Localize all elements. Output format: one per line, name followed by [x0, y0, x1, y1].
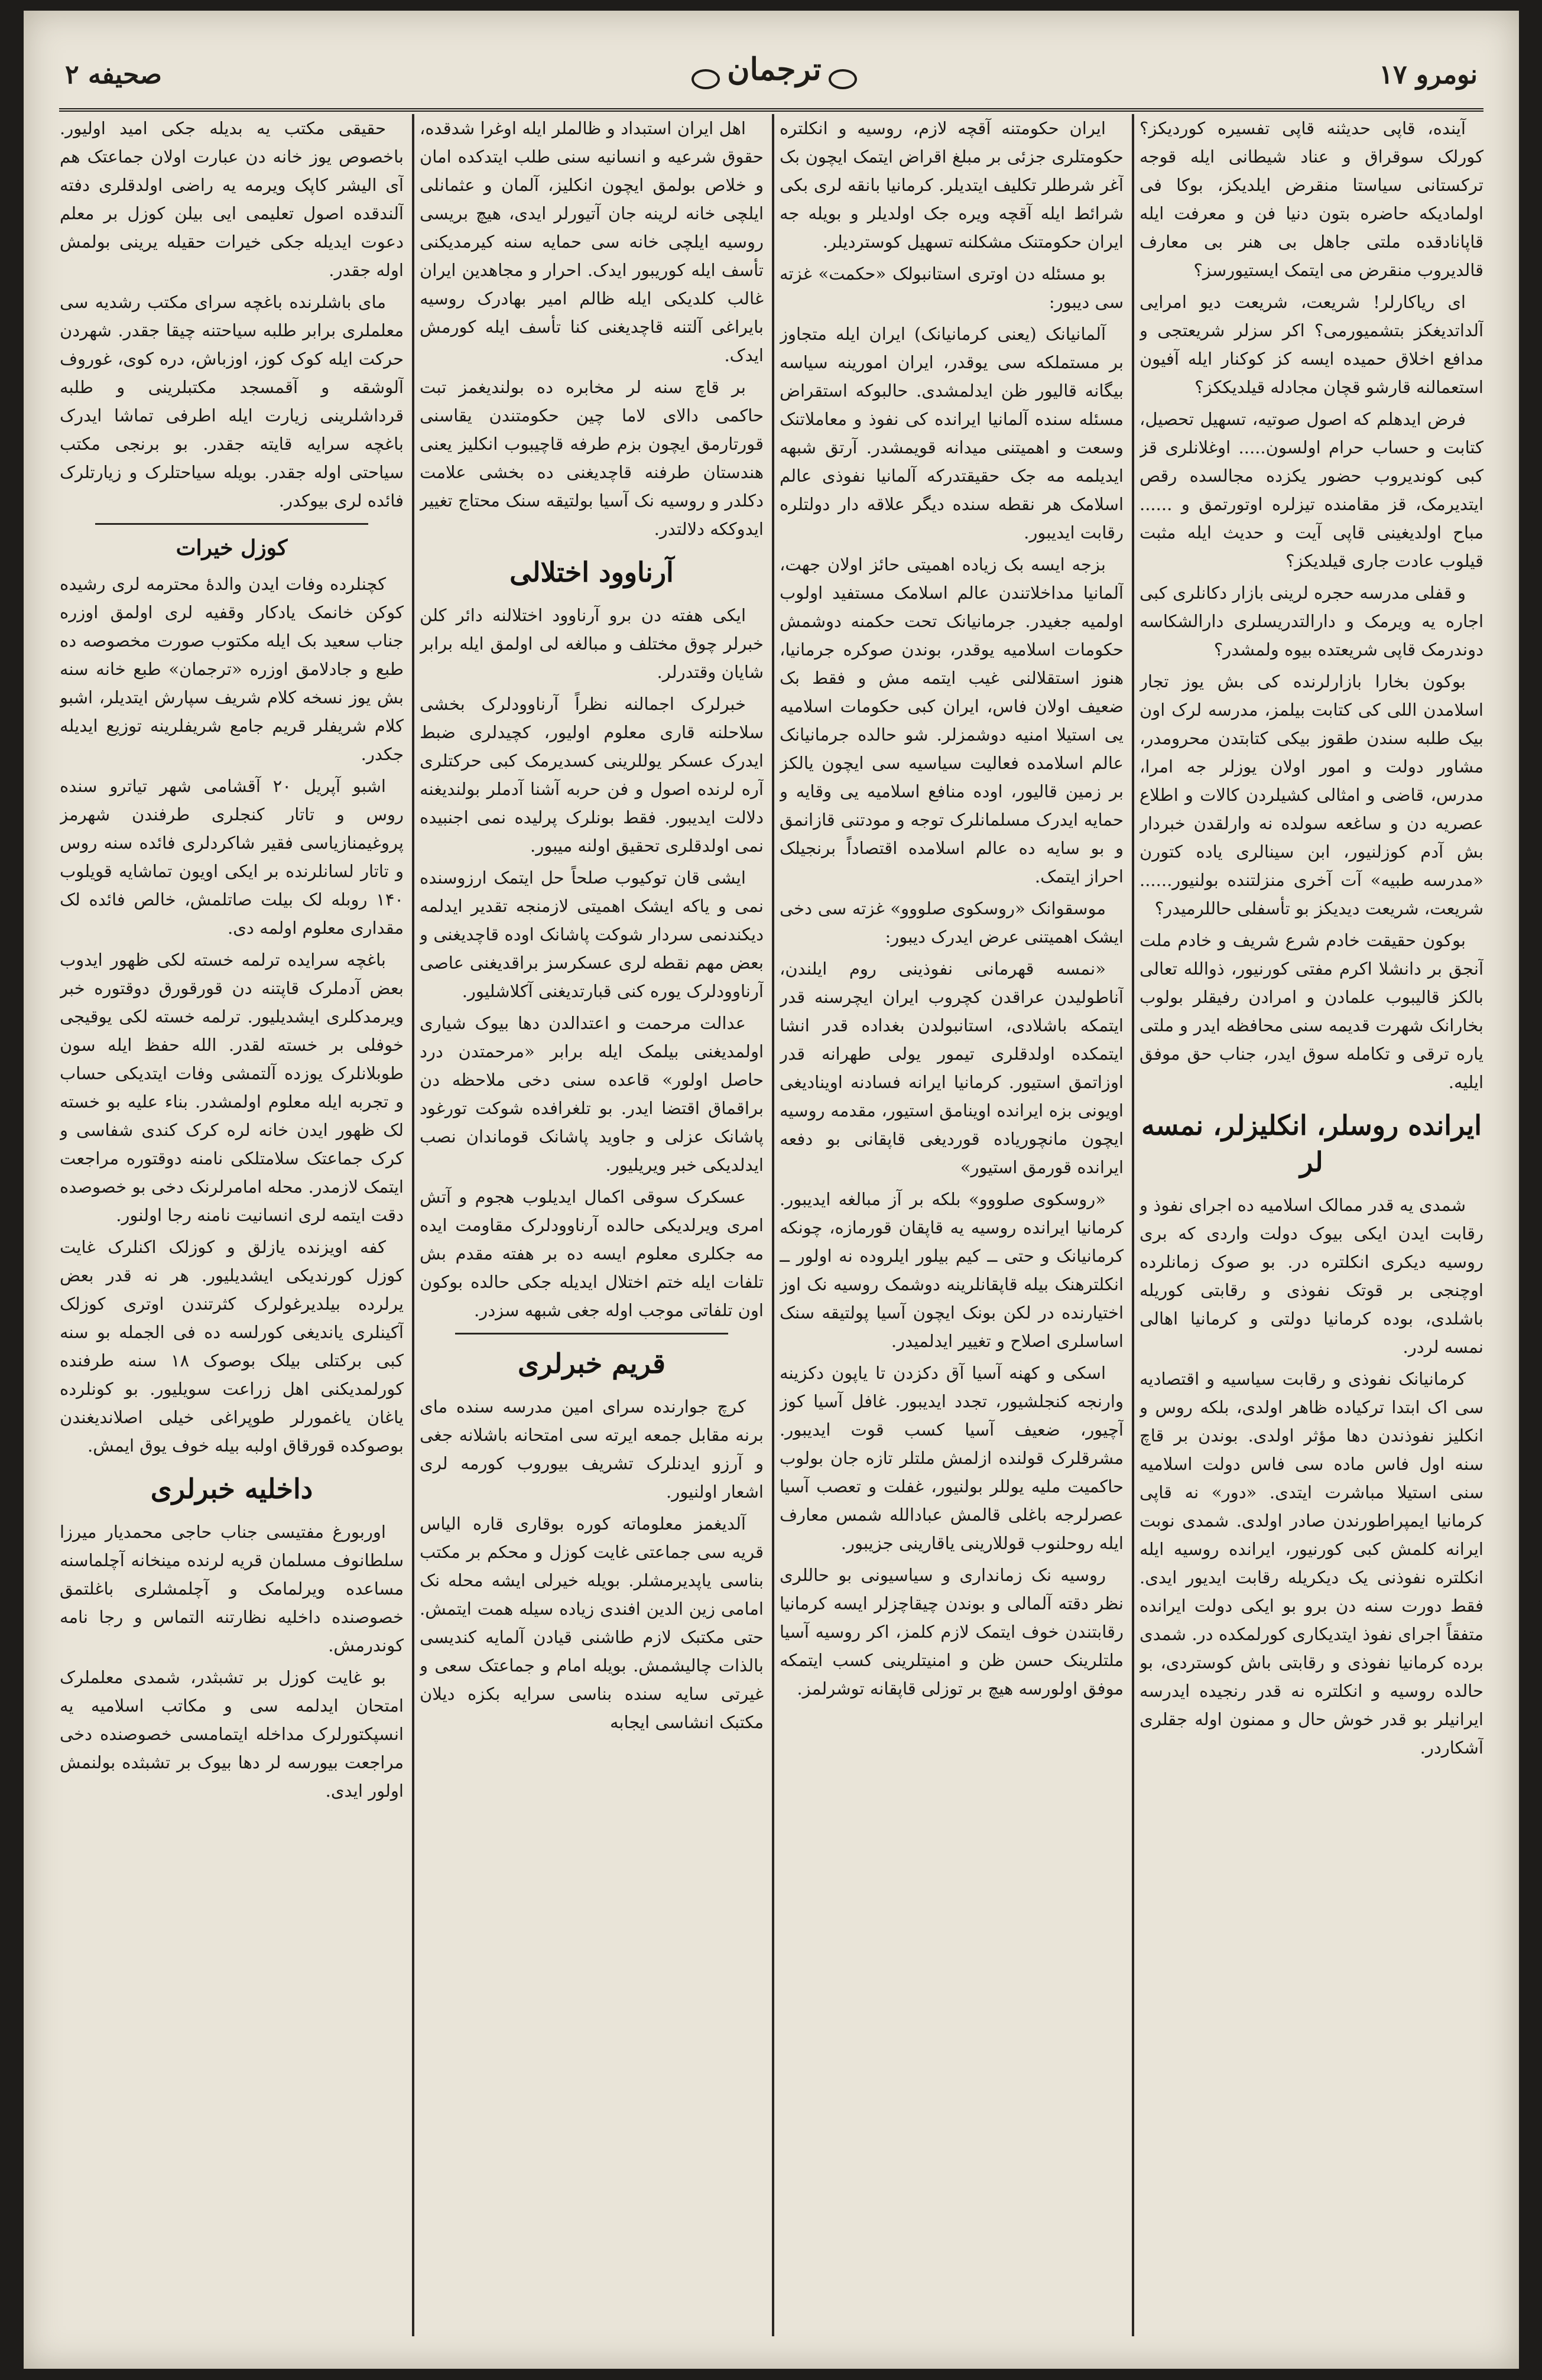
article-columns: [59, 114, 1483, 2336]
paragraph: اسکی و کهنه آسیا آق دکزدن تا یاپون دکزینه وارنجه کنجلشیور، تجدد ایدیبور. غافل آسیا کوز آچیور، ضعیف آسیا کسب قوت ایدیبور. مشرقلرک قولنده ازلمش ملتلر تازه جان بولوب حاکمیت ملیه یوللر بولنیور، غفلت و تعصب آسیا عصرلرجه باغلی قالمش عبادالله شمس معارف ایله روحلنوب قوللارینی یاقارینی جزیبور.: [780, 1363, 1124, 1553]
paragraph: «نمسه قهرمانی نفوذینی روم ایلندن، آناطولیدن عراقدن کچروب ایران ایچرسنه قدر ایتمکه باشلادی، استانبولدن بغداده قدر انشا ایتمکده اولدقلری تیمور یولی طهرانه قدر اوزاتمق استیور. کرمانیا ایرانه فسادنه اوینادیغی اویونی بزه ایرانده اوینامق استیور، مقدمه روسیه ایچون مانچوریاده قوردیغی قاپقانی بو دفعه ایرانده قورمق استیور»: [780, 959, 1124, 1177]
paragraph: اهل ایران استبداد و ظالملر ایله اوغرا شدقده، حقوق شرعیه و انسانیه سنی طلب ایتدکده امان و خلاص بولمق ایچون انکلیز، آلمان و عثمانلی ایلچی خانه لرینه جان آتیورلر ایدی، هیچ بریسی روسیه ایلچی خانه سی حمایه سنه کیرمدیکنی تأسف ایله کوریبور ایدک. احرار و مجاهدین ایران غالب کلدیکی ایله ظالم امیر بهادرک روسیه بایراغی آلتنه قاچدیغنی کنا تأسف ایله کورمش ایدک.: [420, 118, 764, 365]
paragraph: بوکون حقیقت خادم شرع شریف و خادم ملت آنجق بر دانشلا اکرم مفتی کورنیور، ذوالله تعالی بالکز قالیبوب علمادن و امرادن رفیقلر بولوب بخارانک شهرت قدیمه سنی محافظه ایدر و ملتی یاره ترقی و تکامله سوق ایدر، جناب حق موفق ایلیه.: [1140, 930, 1483, 1092]
column-4: [60, 114, 404, 2336]
section-heading: قریم خبرلری: [518, 1348, 666, 1379]
paragraph: کرچ جوارنده سرای امین مدرسه سنده مای برنه مقابل جمعه ایرته سی امتحانه باشلانه جغی و آرزو ایدنلرک تشریف بیوروب کورمه لری اشعار اولنیور.: [420, 1397, 764, 1502]
paragraph: اشبو آپریل ۲۰ آقشامی شهر تیاترو سنده روس و تاتار کنجلری طرفندن شهرمز پروغیمنازیاسی فقیر شاکردلری فائده سنه روس و تاتار لسانلرنده بر ایکی اویون تماشایه قویلوب ۱۴۰ روبله لک بیلت صاتلمش، خالص فائده لک مقداری معلوم اولمه دی.: [60, 776, 404, 938]
paragraph: شمدی یه قدر ممالک اسلامیه ده اجرای نفوذ و رقابت ایدن ایکی بیوک دولت واردی که بری روسیه دیکری انکلتره در. بو صوک زمانلرده اوچنجی بر قوتک نفوذی و رقابتی کوریله باشلدی، بوده کرمانیا دولتی و کرمانیا اهالی نمسه لردر.: [1140, 1195, 1483, 1357]
column-1: [1140, 114, 1483, 2336]
page-number: صحیفه ۲: [65, 60, 162, 90]
section-heading: ایرانده روسلر، انکلیزلر، نمسه لر: [1141, 1109, 1482, 1178]
paragraph: عدالت مرحمت و اعتدالدن دها بیوک شیاری اولمدیغنی بیلمک ایله برابر «مرحمتدن درد حاصل اولور» قاعده سنی دخی ملاحظه دن براقماق اقتضا ایدر. بو تلغرافده شوکت تورغود پاشانک عزلی و جاوید پاشانک قوماندان نصب ایدلدیکی خبر ویریلیور.: [420, 1013, 764, 1175]
paragraph: «روسکوی صلووو» بلکه بر آز مبالغه ایدیبور. کرمانیا ایرانده روسیه یه قاپقان قورمازه، چونکه کرمانیانک و حتی ــ کیم بیلور ایلروده نه اولور ــ انکلترهنک بیله قاپقانلرینه دوشمک روسیه نک اوز اختیارنده در لکن بونک ایچون آسیا پولتیقه سنک اساسلری اصلاح و تغییر ایدلمیدر.: [780, 1189, 1124, 1351]
paragraph: مای باشلرنده باغچه سرای مکتب رشدیه سی معلملری برابر طلبه سیاحتنه چیقا جقدر. شهردن حرکت ایله کوک کوز، اوزباش، دره کوی، غوروف آلوشقه و آقمسجد مکتبلرینی و طلبه قرداشلرینی زیارت ایله اطرفی تماشا ایدرک باغچه سرایه قایته جقدر. بو برنجی مکتب سیاحتی اوله جقدر. بویله سیاحتلرک و زیارتلرک فائده لری بیوکدر.: [60, 292, 404, 511]
paragraph: ایران حکومتنه آقچه لازم، روسیه و انکلتره حکومتلری جزئی بر مبلغ اقراض ایتمک ایچون بک آغر شرطلر تکلیف ایتدیلر. کرمانیا بانقه لری بکی شرائط ایله آقچه ویره جک اولدیلر و بویله جه ایران حکومتنک مشکلنه تسهیل کوستردیلر.: [780, 118, 1124, 252]
newspaper-page: [24, 11, 1519, 2369]
section-heading: آرناوود اختلالی: [509, 556, 674, 588]
paragraph: بو مسئله دن اوتری استانبولک «حکمت» غزته سی دیبور:: [780, 264, 1124, 312]
column-2: [780, 114, 1124, 2336]
paragraph: کرمانیانک نفوذی و رقابت سیاسیه و اقتصادیه سی اک ابتدا ترکیاده ظاهر اولدی، بلکه روس و انکلیز نفوذندن دها مؤثر اولدی. بوندن بر قاچ سنه اول فاس ماده سی فاس دولت اسلامیه سنی استیلا مباشرت ایتدی. «دور» نه قاپی کرمانیا ایمپراطورندن صادر اولدی. شمدی نوبت ایرانه کلمش کبی کورنیور، ایرانده روسیه ایله انکلتره نفوذنی یک دیکریله رقابت ایدیور ایدی. فقط دورت سنه دن برو بو ایکی دولت ایرانده متفقاً اجرای نفوذ ایتدیکاری کورلمکده در. شمدی برده کرمانیا نفوذی و رقابتی باش کوستردی، بو حالده روسیه و انکلتره نه قدر رنجیده ایدرسه ایرانیلر بو قدر خوش حال و ممنون اوله جقلری آشکاردر.: [1140, 1369, 1483, 1758]
section-separator: [95, 523, 368, 525]
paragraph: ایشی قان توکیوب صلحاً حل ایتمک ارزوسنده نمی و یاکه ایشک اهمیتی لازمنجه تقدیر ایدلمه دیکندنمی سردار شوکت پاشانک اوده قاچدیغنی و بعض مهم نقطه لری عسکرسز براقدیغنی عاصی آرناوودلرک یوره کنی قبارتدیغنی آکلاشلیور.: [420, 868, 764, 1001]
column-divider: [1132, 114, 1134, 2336]
ornament-icon: [692, 69, 720, 89]
paragraph: آلمانیانک (یعنی کرمانیانک) ایران ایله متجاوز بر مستملکه سی یوقدر، ایران امورینه سیاسه بیگانه قالیور ظن ایدلمشدی. حالبوکه استقراض مسئله سنده آلمانیا ایرانده کی نفوذ و معاملاتنک وسعت و اهمیتنی میدانه قویمشدر. آرتق شبهه ایدیلمه مه جک حقیقتدرکه آلمانیا نفوذی عالم اسلامک هر نقطه سنده دیگر علاقه دار دولتلره رقابت ایدیبور.: [780, 324, 1124, 543]
column-divider: [772, 114, 774, 2336]
column-3: [420, 114, 764, 2336]
paragraph: ایکی هفته دن برو آرناوود اختلالنه دائر کلن خبرلر چوق مختلف و مبالغه لی اولمق ایله برابر شایان وقتدرلر.: [420, 605, 764, 682]
paragraph: ای ریاکارلر! شریعت، شریعت دیو امرایی آلداتدیغکز بتشمیورمی؟ اکر سزلر شریعتجی و مدافع اخلاق حمیده ایسه کز کوکنار ایله آفیون استعمالنه قارشو قچان مجادله قیلدیککز؟: [1140, 292, 1483, 397]
page-header: [59, 43, 1483, 112]
masthead: [703, 51, 845, 99]
newspaper-title: ترجمان: [727, 51, 822, 87]
issue-number: نومرو ۱۷: [1379, 60, 1478, 90]
paragraph: موسقوانک «روسکوی صلووو» غزته سی دخی ایشک اهمیتنی عرض ایدرک دیبور:: [780, 898, 1124, 947]
paragraph: حقیقی مکتب یه بدیله جکی امید اولیور. باخصوص یوز خانه دن عبارت اولان جماعتک هم آی الیشر کاپک ویرمه یه راضی اولدقلری دفته آلندقده اصول تعلیمی ایی بیلن کوزل بر معلم دعوت ایدیله جکی خیرات حقیله یرینی بولمش اوله جقدر.: [60, 118, 404, 280]
section-separator: [455, 1333, 728, 1335]
section-heading: کوزل خیرات: [176, 535, 288, 560]
paragraph: فرض ایدهلم که اصول صوتیه، تسهیل تحصیل، کتابت و حساب حرام اولسون..... اوغلانلری قز کبی کوندیروب حضور یکزده مجالسده رقص ایتدیرمک، قز مقامنده تیزلره اوتورتمق و ...... مباح اولدیغینی قاپی آیت و حدیث ایله مثبت قیلوب عادت جاری قیلدیکز؟: [1140, 409, 1483, 571]
paragraph: کفه اویزنده یازلق و کوزلک اکنلرک غایت کوزل کورندیکی ایشدیلیور. هر نه قدر بعض یرلرده بیلدیرغولرک کثرتندن اوتری کوزلک آکینلری یاندیغی کورلسه ده فی الجمله بو سنه کبی برکتلی بیلک بوصوک ۱۸ سنه طرفنده کورلمدیکنی اهل زراعت سویلیور. بو کونلرده یاغان یاغمورلر طوپراغی خیلی اصلاندیغندن بوصوکده قورقاق اولبه بیله خوف یوق ایمش.: [60, 1237, 404, 1456]
paragraph: آلدیغمز معلوماته کوره بوقاری قاره الیاس قریه سی جماعتی غایت کوزل و محکم بر مکتب بناسی یاپدیرمشلر. بویله خیرلی ایشه محله نک امامی زین الدین افندی زیاده سیله همت ایتمش. حتی مکتبک لازم طاشنی قیادن آلمایه کندیسی بالذات چالیشمش. بویله امام و جماعتک سعی و غیرتی سایه سنده بناسی سرایه بکزه دیلان مکتبک انشاسی ایجابه: [420, 1514, 764, 1732]
paragraph: بر قاچ سنه لر مخابره ده بولندیغمز تبت حاکمی دالای لاما چین حکومتندن یقاسنی قورتارمق ایچون بزم طرفه قاچیبوب انکلیز یعنی هندستان طرفنه قاچدیغنی ده بخشی علامت دکلدر و روسیه نک آسیا بولتیقه سنک محتاج تغییر ایدوککه دلالتدر.: [420, 377, 764, 539]
paragraph: خبرلرک اجمالنه نظراً آرناوودلرک بخشی سلاحلنه قاری معلوم اولیور، کچیدلری ضبط ایدرک عسکر یوللرینی کسدیرمک کبی حرکتلری آره لرنده اصول و فن حربه آشنا آدملر بولندیغنه دلالت ایدیبور. فقط بونلرک پرلیده نمی اجنبیده نمی اولدقلری تحقیق اولنه میبور.: [420, 694, 764, 856]
paragraph: بزجه ایسه بک زیاده اهمیتی حائز اولان جهت، آلمانیا مداخلاتندن عالم اسلامک مستفید اولوب اولمیه جغیدر. جرمانیانک تحت حکمنه دوشمش حکومات اسلامیه یوقدر، بوندن صوکره جرمانیا، هنوز استقلالنی غیب ایتمه مش و فقط بک ضعیف اولان فاس، ایران کبی حکومات اسلامیه یی استیلا امنیه دوشمزلر. شو حالده جرمانیانک عالم اسلامده فعالیت سیاسیه سی ایچون یالکز بر زمین قالیور، اوده منافع اسلامیه یی وقایه و حمایه ایدرک مسلمانلرک توجه و مودتنی قازانمق و بو سایه ده عالم اسلامده اقتصاداً برنجیلک احراز ایتمک.: [780, 554, 1124, 887]
ornament-icon: [829, 69, 857, 89]
paragraph: آینده، قاپی حدیثنه قاپی تفسیره کوردیکز؟ کورلک سوقراق و عناد شیطانی ایله قوجه ترکستانی سیاستا منقرض ایلدیکز، بوکا فی اولمادیکه حاضره بتون دنیا فن و معرفت ایله قاپانادقده ملتی جاهل بی هنر بی معارف قالدیروب منقرض می ایتمک ایستیورسز؟: [1140, 118, 1483, 280]
column-divider: [412, 114, 414, 2336]
paragraph: باغچه سرایده ترلمه خسته لکی ظهور ایدوب بعض آدملرک قاپتنه دن قورقورق دوقتوره خبر ویرمدکلری ایشدیلیور. ترلمه خسته لکی یوقیجی خوفلی بر خسته لقدر. الله حفظ ایله سون طوبلانلرک یوزده آلتمشی وفات ایتدیکی حساب و تجربه ایله معلوم اولمشدر. بناء علیه بو خسته لک ظهور ایدن خانه لره کرک کندی شفاسی و کرک جماعتک سلامتلکی نامنه دوقتوره مراجعت ایتمک لازمدر. محله امامرلرنک دخی بو خصوصده دقت ایتمه لری انسانیت نامنه رجا اولنور.: [60, 950, 404, 1225]
paragraph: اوربورغ مفتیسی جناب حاجی محمدیار میرزا سلطانوف مسلمان قریه لرنده مینخانه آچلماسنه مساعده ویرلمامک و آچلمشلری باغلتمق خصوصنده داخلیه نظارتنه التماس و رجا نامه کوندرمش.: [60, 1522, 404, 1655]
paragraph: و قفلی مدرسه حجره لرینی بازار دکانلری کبی اجاره یه ویرمک و دارالتدریسلری دارالشکاسه دوندرمک قاپی شریعتده بیوه ولمشدر؟: [1140, 583, 1483, 660]
paragraph: عسکرک سوقی اکمال ایدیلوب هجوم و آتش امری ویرلدیکی حالده آرناوودلرک مقاومت ایده مه جکلری معلوم ایسه ده بر هفته مقدم بش تلفات ایله ختم اختلال ایدیله جکی حالده بوکون اون تلفاتی موجب اوله جغی شبهه سزدر.: [420, 1187, 764, 1320]
paragraph: روسیه نک زمانداری و سیاسیونی بو حاللری نظر دقته آلمالی و بوندن چیقاچزلر ایسه کرمانیا رقابتندن خوف ایتمک لازم کلمز، اکر روسیه آسیا ملتلرینک حسن ظن و امنیتلرینی کسب ایتمکه موفق اولورسه هیچ بر توزلی قاپقانه توشرلمز.: [780, 1565, 1124, 1699]
paragraph: بوکون بخارا بازارلرنده کی بش یوز تجار اسلامدن اللی کی کتابت بیلمز، مدرسه لرک اون بیک طلبه سندن طقوز بیکی کتابتدن محرومدر، مشاور دولت و امور اولان یوزلر جه امرا، مدرس، قاضی و امثالی کشیلردن کالات و اطلاع عصریه دن و ساغعه سولده نه وارلقدن خبردار بش آدم کوزلنیور، ابن سینالری یاده کتورن «مدرسه طبیه» آت آخری منزلتنده بولنیور...... شریعت، شریعت دیدیکز بو تأسفلی حاللرمیدر؟: [1140, 671, 1483, 918]
paragraph: بو غایت کوزل بر تشبثدر، شمدی معلملرک امتحان ایدلمه سی و مکاتب اسلامیه یه انسپکتورلرک مداخله ایتمامسی خصوصنده دخی مراجعت بیورسه لر دها بیوک بر تشبثده بولنمش اولور ایدی.: [60, 1667, 404, 1801]
section-heading: داخلیه خبرلری: [150, 1473, 313, 1505]
paragraph: کچنلرده وفات ایدن والدۀ محترمه لری رشیده کوکن خانمک یادکار وقفیه لری اولمق اوزره جناب سعید بک ایله مکتوب صورت مخصوصه ده طبع و جادلامق اوزره «ترجمان» طبع خانه سنه بش یوز نسخه کلام شریف سپارش ایتدیلر، اشبو کلام شریفلر قریم جامع شریفلرینه توزیع ایدیله جکدر.: [60, 574, 404, 764]
